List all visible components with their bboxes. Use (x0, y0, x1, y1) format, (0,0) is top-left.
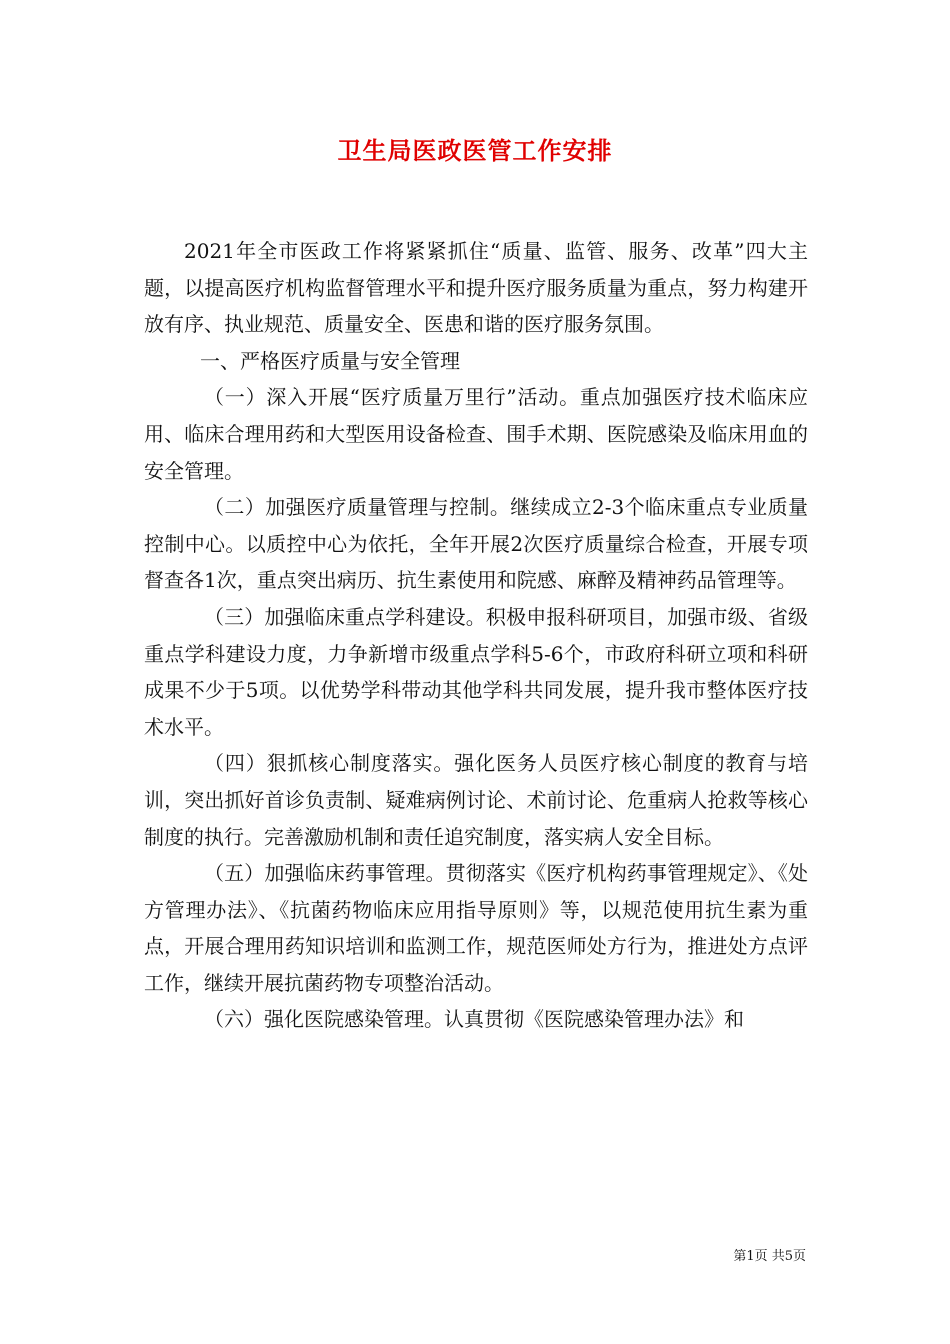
item-paragraph-5: （五）加强临床药事管理。贯彻落实《医疗机构药事管理规定》、《处方管理办法》、《抗菌药物临床应用指导原则》等，以规范使用抗生素为重点，开展合理用药知识培训和监测工作，规范医师处方行为，推进处方点评工作，继续开展抗菌药物专项整治活动。 (144, 861, 808, 995)
item-paragraph-3: （三）加强临床重点学科建设。积极申报科研项目，加强市级、省级重点学科建设力度，力争新增市级重点学科5-6个，市政府科研立项和科研成果不少于5项。以优势学科带动其他学科共同发展，提升我市整体医疗技术水平。 (144, 604, 808, 739)
item-paragraph-4: （四）狠抓核心制度落实。强化医务人员医疗核心制度的教育与培训，突出抓好首诊负责制、疑难病例讨论、术前讨论、危重病人抢救等核心制度的执行。完善激励机制和责任追究制度，落实病人安全目标。 (144, 751, 808, 849)
item-paragraph-2: （二）加强医疗质量管理与控制。继续成立2-3个临床重点专业质量控制中心。以质控中心为依托，全年开展2次医疗质量综合检查，开展专项督查各1次，重点突出病历、抗生素使用和院感、麻醉及精神药品管理等。 (144, 495, 808, 593)
item-paragraph-1: （一）深入开展“医疗质量万里行”活动。重点加强医疗技术临床应用、临床合理用药和大型医用设备检查、围手术期、医院感染及临床用血的安全管理。 (144, 385, 808, 483)
page-number: 第1页 共5页 (733, 1249, 806, 1264)
section-heading: 一、严格医疗质量与安全管理 (200, 348, 460, 373)
intro-paragraph: 2021年全市医政工作将紧紧抓住“质量、监管、服务、改革”四大主题，以提高医疗机构监督管理水平和提升医疗服务质量为重点，努力构建开放有序、执业规范、质量安全、医患和谐的医疗服务氛围。 (144, 239, 808, 337)
document-title: 卫生局医政医管工作安排 (337, 136, 613, 165)
item-paragraph-6: （六）强化医院感染管理。认真贯彻《医院感染管理办法》和 (204, 1007, 744, 1032)
document-body (144, 233, 808, 1038)
